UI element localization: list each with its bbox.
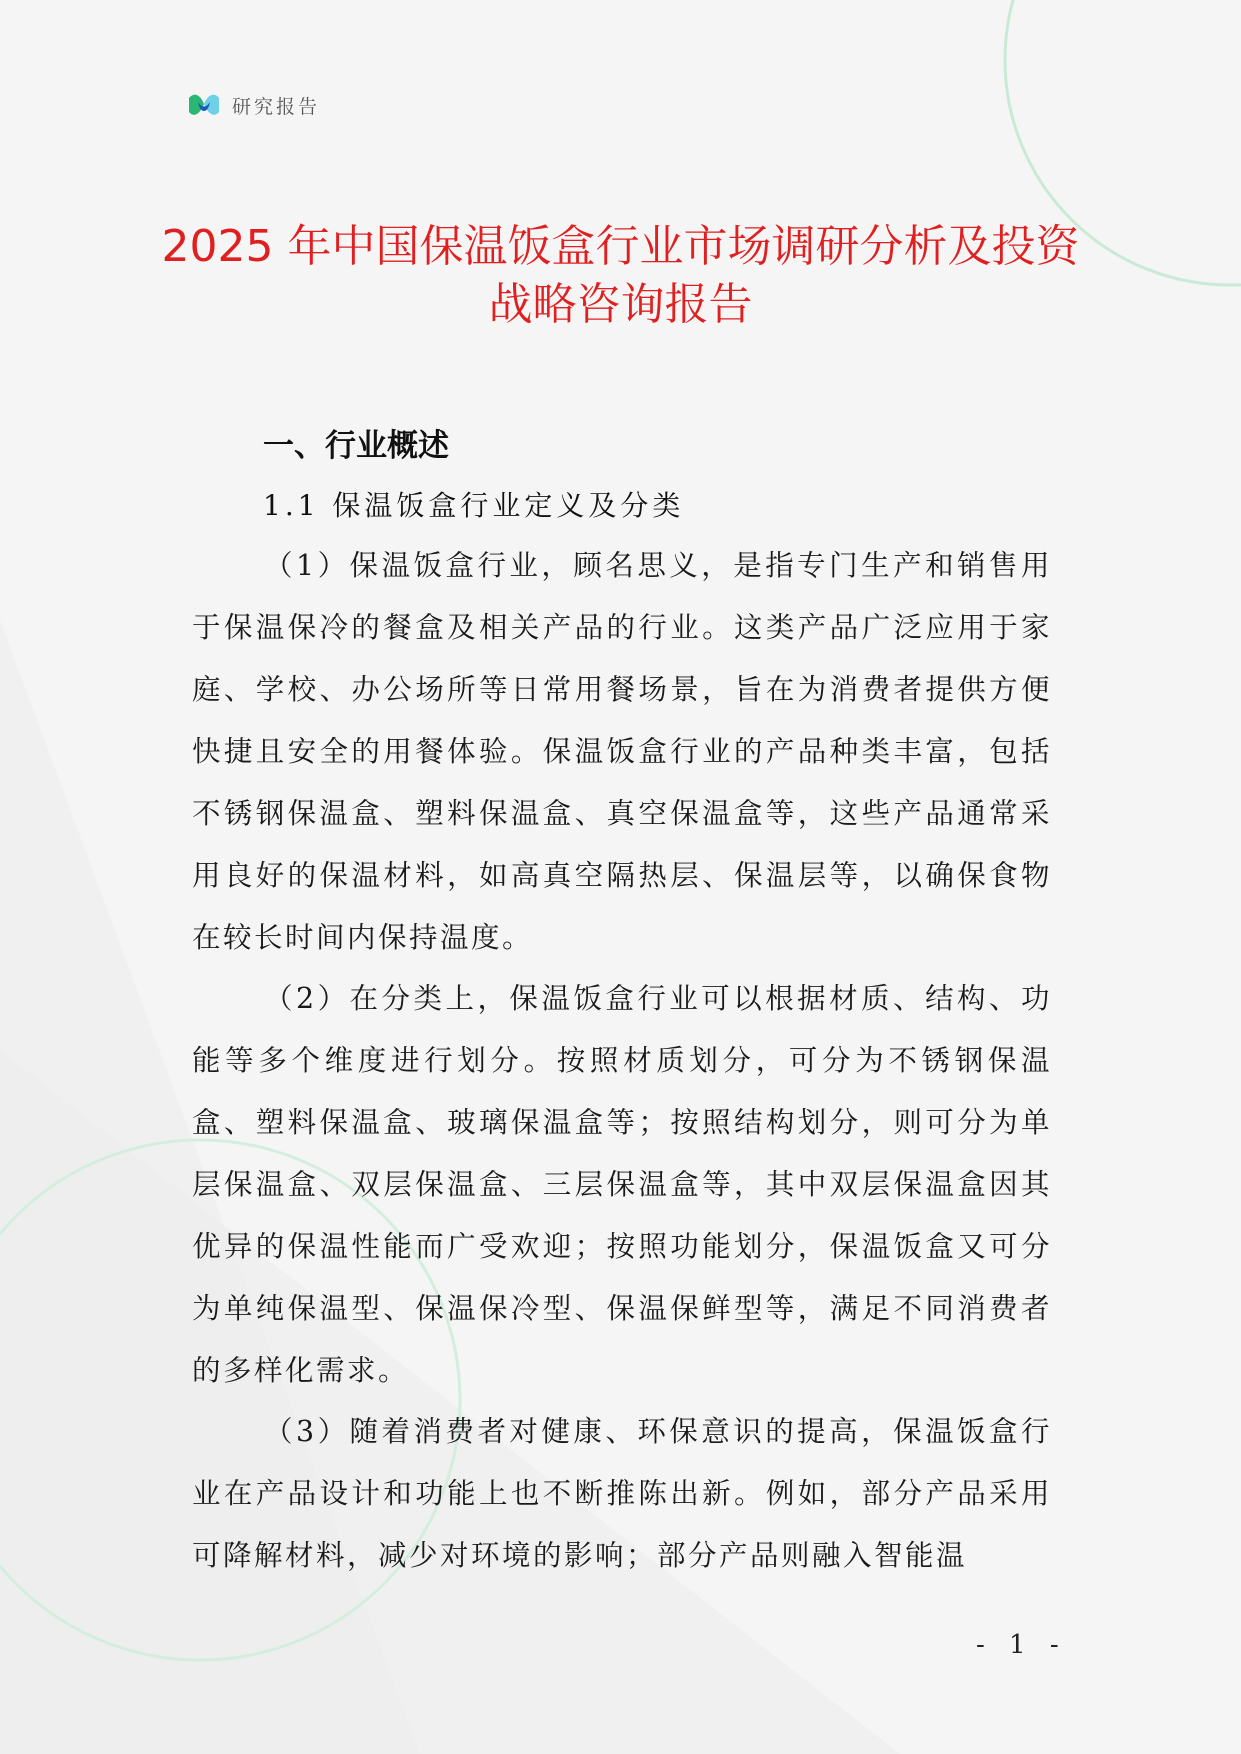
section-heading: 一、行业概述 [263,428,449,464]
paragraph-1: （1）保温饭盒行业，顾名思义，是指专门生产和销售用于保温保冷的餐盒及相关产品的行业。这类产品广泛应用于家庭、学校、办公场所等日常用餐场景，旨在为消费者提供方便快捷且安全的用餐体验。保温饭盒行业的产品种类丰富，包括不锈钢保温盒、塑料保温盒、真空保温盒等，这些产品通常采用良好的保温材料，如高真空隔热层、保温层等，以确保食物在较长时间内保持温度。 [192,549,1052,954]
paragraph-3: （3）随着消费者对健康、环保意识的提高，保温饭盒行业在产品设计和功能上也不断推陈出新。例如，部分产品采用可降解材料，减少对环境的影响；部分产品则融入智能温 [192,1415,1052,1572]
paragraph-2: （2）在分类上，保温饭盒行业可以根据材质、结构、功能等多个维度进行划分。按照材质划分，可分为不锈钢保温盒、塑料保温盒、玻璃保温盒等；按照结构划分，则可分为单层保温盒、双层保温盒、三层保温盒等，其中双层保温盒因其优异的保温性能而广受欢迎；按照功能划分，保温饭盒又可分为单纯保温型、保温保冷型、保温保鲜型等，满足不同消费者的多样化需求。 [192,982,1052,1387]
subsection-heading: 1.1 保温饭盒行业定义及分类 [263,489,685,522]
brand-logo-icon [186,88,222,124]
report-title: 2025 年中国保温饭盒行业市场调研分析及投资战略咨询报告 [161,221,1080,330]
page-number: - 1 - [976,1630,1067,1660]
brand-label: 研究报告 [232,96,321,118]
